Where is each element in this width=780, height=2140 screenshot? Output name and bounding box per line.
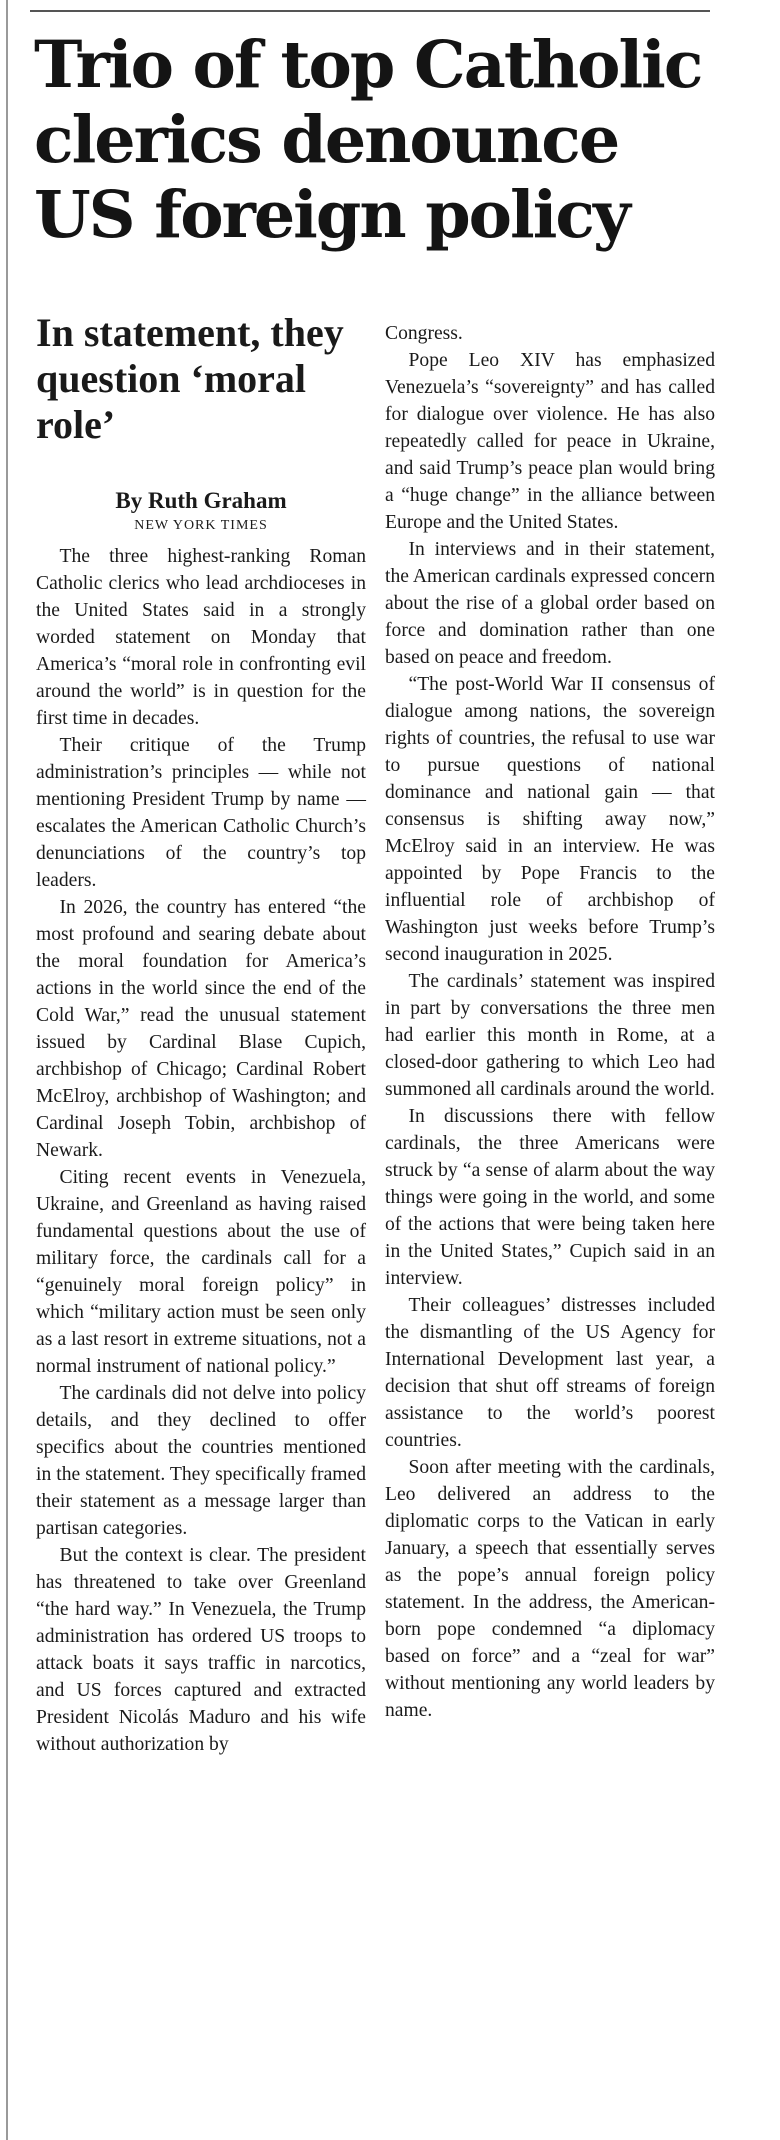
column-rule xyxy=(6,0,8,2140)
headline: Trio of top Catholic clerics denounce US foreign policy xyxy=(34,27,702,253)
paragraph: Citing recent events in Venezuela, Ukraine, and Greenland as having raised fundamental questions about the use of military force, the cardinals call for a “genuinely moral foreign policy” in which “military action must be seen only as a last resort in extreme situations, not a normal instrument of national policy.” xyxy=(36,1167,366,1377)
paragraph: In discussions there with fellow cardinals, the three Americans were struck by “a sense of alarm about the way things were going in the world, and some of the actions that were being taken here in the United States,” Cupich said in an interview. xyxy=(385,1106,715,1289)
paragraph: In 2026, the country has entered “the most profound and searing debate about the moral foundation for America’s actions in the world since the end of the Cold War,” read the unusual statement issued by Cardinal Blase Cupich, archbishop of Chicago; Cardinal Robert McElroy, archbishop of Washington; and Cardinal Joseph Tobin, archbishop of Newark. xyxy=(36,897,366,1161)
byline: By Ruth Graham xyxy=(115,488,287,513)
paragraph: In interviews and in their statement, the American cardinals expressed concern about the rise of a global order based on force and domination rather than one based on peace and freedom. xyxy=(385,539,715,668)
paragraph: Their colleagues’ distresses included the dismantling of the US Agency for International Development last year, a decision that shut off streams of foreign assistance to the world’s poorest countries. xyxy=(385,1295,715,1451)
article-column-right xyxy=(385,320,715,1724)
source-credit: NEW YORK TIMES xyxy=(134,518,268,533)
subhead: In statement, they question ‘moral role’ xyxy=(36,310,344,447)
paragraph: The cardinals’ statement was inspired in part by conversations the three men had earlier this month in Rome, at a closed-door gathering to which Leo had summoned all cardinals around the world. xyxy=(385,971,715,1100)
paragraph: “The post-World War II consensus of dialogue among nations, the sovereign rights of countries, the refusal to use war to pursue questions of national dominance and national gain — that consensus is shifting away now,” McElroy said in an interview. He was appointed by Pope Francis to the influential role of archbishop of Washington just weeks before Trump’s second inauguration in 2025. xyxy=(385,674,715,965)
paragraph: Soon after meeting with the cardinals, Leo delivered an address to the diplomatic corps to the Vatican in early January, a speech that essentially serves as the pope’s annual foreign policy statement. In the address, the American-born pope condemned “a diplomacy based on force” and a “zeal for war” without mentioning any world leaders by name. xyxy=(385,1457,715,1721)
article-column-left xyxy=(36,543,366,1758)
top-rule xyxy=(30,10,710,12)
paragraph: The three highest-ranking Roman Catholic clerics who lead archdioceses in the United States said in a strongly worded statement on Monday that America’s “moral role in confronting evil around the world” is in question for the first time in decades. xyxy=(36,546,366,729)
paragraph: Their critique of the Trump administration’s principles — while not mentioning President Trump by name — escalates the American Catholic Church’s denunciations of the country’s top leaders. xyxy=(36,735,366,891)
paragraph: Pope Leo XIV has emphasized Venezuela’s “sovereignty” and has called for dialogue over violence. He has also repeatedly called for peace in Ukraine, and said Trump’s peace plan would bring a “huge change” in the alliance between Europe and the United States. xyxy=(385,350,715,533)
paragraph: But the context is clear. The president has threatened to take over Greenland “the hard way.” In Venezuela, the Trump administration has ordered US troops to attack boats it says traffic in narcotics, and US forces captured and extracted President Nicolás Maduro and his wife without authorization by xyxy=(36,1545,366,1755)
paragraph: The cardinals did not delve into policy details, and they declined to offer specifics about the countries mentioned in the statement. They specifically framed their statement as a message larger than partisan categories. xyxy=(36,1383,366,1539)
paragraph-continued: Congress. xyxy=(385,323,463,344)
